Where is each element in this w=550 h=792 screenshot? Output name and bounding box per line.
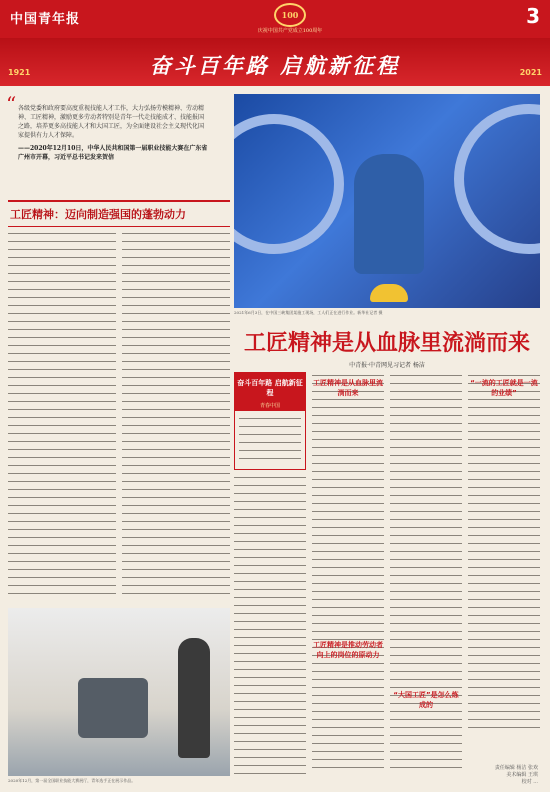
year-right: 2021 [519, 68, 542, 77]
subhead-1: 工匠精神是从血脉里流淌而来 [313, 379, 383, 397]
photo2-caption: 2020年12月，第一届全国职业技能大赛展厅，青年选手正在展示作品。 [8, 778, 136, 783]
subhead-3: 工匠精神是推动劳动者向上的岗位的原动力 [313, 641, 383, 659]
article-column-2 [122, 230, 230, 600]
subhead-2: “一流的工匠就是一流的业绩” [470, 379, 538, 397]
photo1-caption: 2021年6月3日，在中国三峡集团某施工现场，工人们正在进行作业。新华社记者 摄 [234, 310, 383, 315]
worker-photo [234, 94, 540, 308]
leader-quote [6, 92, 208, 162]
article-column-5 [390, 372, 462, 772]
article-column-6 [468, 372, 540, 732]
newspaper-name: 中国青年报 [10, 12, 81, 27]
editor-credits [495, 765, 538, 786]
credit-line-1: 责任编辑 杨洁 张欢 [494, 765, 538, 771]
exhibition-photo [8, 608, 230, 776]
robot-figure [78, 678, 148, 738]
centenary-caption: 庆祝中国共产党成立100周年 [257, 28, 323, 34]
page-number: 3 [526, 4, 540, 28]
column-badge [234, 372, 306, 410]
badge-subtitle: 青春中国 [259, 403, 280, 409]
credit-line-2: 美术编辑 王琪 [506, 772, 538, 778]
article-column-4 [312, 372, 384, 772]
helmet-shape [370, 284, 408, 302]
subhead-4: “大国工匠”是怎么炼成的 [393, 691, 459, 709]
person-figure [178, 638, 210, 758]
worker-figure [354, 154, 424, 274]
byline: 中青报·中青网见习记者 杨洁 [349, 362, 425, 369]
masthead [0, 0, 550, 38]
article-column-3 [234, 474, 306, 774]
section-title: 工匠精神：迈向制造强国的蓬勃动力 [10, 208, 186, 221]
headline: 工匠精神是从血脉里流淌而来 [243, 331, 530, 356]
slogan: 奋斗百年路 启航新征程 [149, 54, 401, 78]
badge-title: 奋斗百年路 启航新征程 [237, 379, 303, 397]
section-title-bar [8, 200, 230, 227]
sidebar-quote-box [234, 410, 306, 470]
article-column-1 [8, 230, 116, 600]
credit-line-3: 校对 ... [521, 779, 538, 785]
year-left: 1921 [8, 68, 31, 77]
slogan-banner [0, 38, 550, 86]
centenary-logo-icon: 100 [274, 3, 306, 27]
centenary-emblem [250, 3, 330, 35]
quote-text: 各级党委和政府要高度重视技能人才工作，大力弘扬劳模精神、劳动精神、工匠精神，激励更多劳动者特别是青年一代走技能成才、技能报国之路，培养更多高技能人才和大国工匠，为全面建设社会主义现代化国家提供有力人才保障。 [18, 105, 205, 139]
quote-source: ——2020年12月10日，中华人民共和国第一届职业技能大赛在广东省广州市开幕，习近平总书记发来贺信 [18, 145, 208, 161]
quote-mark-icon: “ [6, 92, 17, 116]
